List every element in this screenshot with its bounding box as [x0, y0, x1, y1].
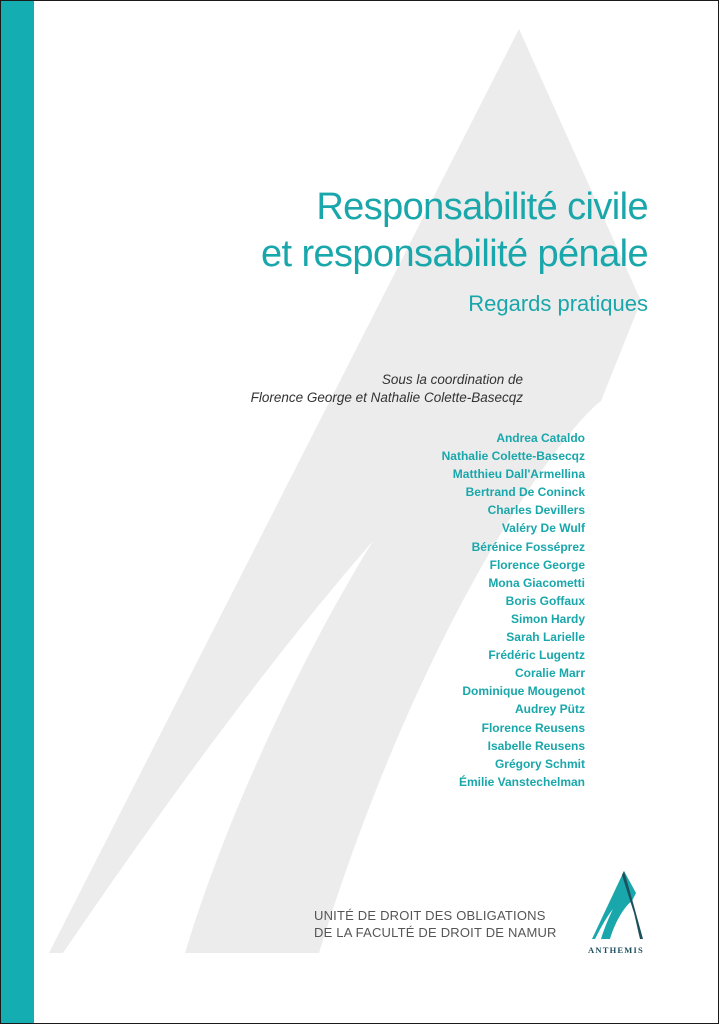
- publisher-name: ANTHEMIS: [588, 945, 644, 955]
- author-name: Bertrand De Coninck: [465, 485, 585, 500]
- coordination-editors: Florence George et Nathalie Colette-Basecqz: [250, 390, 523, 405]
- coordination-block: [251, 371, 523, 407]
- title-line-2: et responsabilité pénale: [261, 233, 648, 275]
- author-name: Frédéric Lugentz: [488, 648, 585, 663]
- author-name: Émilie Vanstechelman: [458, 774, 585, 789]
- author-name: Andrea Cataldo: [496, 431, 585, 445]
- author-name: Nathalie Colette-Basecqz: [441, 449, 585, 464]
- series-line-1: UNITÉ DE DROIT DES OBLIGATIONS: [314, 908, 546, 923]
- series-name: [314, 907, 557, 941]
- author-name: Sarah Larielle: [506, 630, 585, 645]
- author-name: Coralie Marr: [514, 666, 585, 681]
- author-name: Valéry De Wulf: [501, 521, 585, 536]
- coordination-label: Sous la coordination de: [381, 372, 523, 387]
- book-subtitle: Regards pratiques: [468, 291, 648, 316]
- author-name: Isabelle Reusens: [487, 738, 585, 753]
- author-name: Grégory Schmit: [494, 756, 585, 771]
- author-name: Charles Devillers: [487, 503, 585, 518]
- author-name: Audrey Pütz: [514, 702, 585, 717]
- author-name: Simon Hardy: [510, 611, 585, 626]
- author-name: Mona Giacometti: [488, 575, 585, 590]
- author-name: Florence Reusens: [481, 720, 585, 735]
- author-list: [442, 429, 585, 791]
- author-name: Bérénice Fosséprez: [471, 539, 585, 554]
- anthemis-a-logo-icon: [588, 869, 644, 941]
- publisher-logo: [581, 869, 651, 959]
- series-line-2: DE LA FACULTÉ DE DROIT DE NAMUR: [314, 925, 557, 940]
- author-name: Dominique Mougenot: [462, 684, 585, 699]
- title-line-1: Responsabilité civile: [316, 186, 648, 228]
- author-name: Florence George: [489, 557, 585, 572]
- author-name: Matthieu Dall'Armellina: [452, 467, 585, 482]
- book-title: [261, 184, 648, 278]
- author-name: Boris Goffaux: [505, 593, 585, 608]
